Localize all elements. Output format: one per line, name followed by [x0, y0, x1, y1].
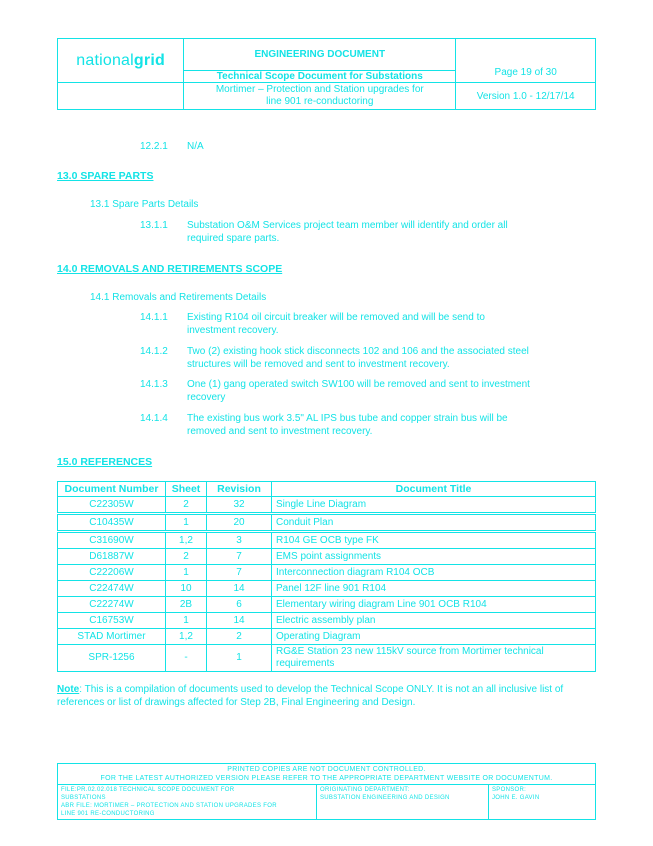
footer-department-value: SUBSTATION ENGINEERING AND DESIGN	[320, 795, 450, 801]
subsection-heading-13-1: 13.1 Spare Parts Details	[90, 199, 199, 210]
page-number: Page 19 of 30	[456, 39, 596, 83]
item-text-line: removed and sent to investment recovery.	[187, 425, 373, 437]
cell-document-number: C22305W	[58, 497, 166, 514]
document-header	[57, 38, 596, 110]
cell-sheet: -	[166, 645, 207, 672]
footer-banner-line2: FOR THE LATEST AUTHORIZED VERSION PLEASE REFER TO THE APPROPRIATE DEPARTMENT WEBSITE OR DOCUMENTUM.	[100, 775, 553, 782]
table-row	[58, 497, 596, 514]
footer-banner-line1: PRINTED COPIES ARE NOT DOCUMENT CONTROLLED.	[227, 766, 426, 773]
table-row	[58, 613, 596, 629]
cell-document-title: R104 GE OCB type FK	[272, 532, 596, 549]
section-heading-13: 13.0 SPARE PARTS	[57, 170, 154, 182]
column-header-document-title: Document Title	[272, 482, 596, 497]
project-title	[184, 83, 456, 110]
item-text-line: Substation O&M Services project team member will identify and order all	[187, 220, 508, 231]
logo-bold-text: grid	[133, 51, 165, 69]
footer-file-line: FILE:PR.02.02.018 TECHNICAL SCOPE DOCUMENT FOR	[61, 787, 235, 793]
table-row	[58, 597, 596, 613]
logo-light-text: national	[76, 51, 134, 69]
item-text-14-1-3	[187, 379, 589, 404]
section-heading-15: 15.0 REFERENCES	[57, 456, 153, 468]
cell-sheet: 2B	[166, 597, 207, 613]
cell-revision: 32	[207, 497, 272, 514]
item-number-14-1-4: 14.1.4	[140, 413, 168, 424]
cell-document-number: C22206W	[58, 565, 166, 581]
project-title-line1: Mortimer – Protection and Station upgrades for	[215, 84, 424, 95]
item-text-line: One (1) gang operated switch SW100 will be removed and sent to investment	[187, 379, 530, 390]
table-row	[58, 645, 596, 672]
item-text-14-1-1	[187, 312, 589, 337]
item-text-line: recovery	[187, 391, 226, 403]
cell-sheet: 2	[166, 549, 207, 565]
item-number-13-1-1: 13.1.1	[140, 220, 168, 231]
cell-document-number: C16753W	[58, 613, 166, 629]
footer-department-label: ORIGINATING DEPARTMENT:	[320, 787, 410, 793]
references-table-body	[58, 497, 596, 672]
item-text-line: required spare parts.	[187, 232, 280, 244]
item-text-13-1-1	[187, 220, 589, 245]
table-row	[58, 629, 596, 645]
cell-document-title: Conduit Plan	[272, 514, 596, 532]
item-text-line: investment recovery.	[187, 324, 279, 336]
item-number-14-1-1: 14.1.1	[140, 312, 168, 323]
item-text-line: Existing R104 oil circuit breaker will be removed and will be send to	[187, 312, 485, 323]
note-label: Note	[57, 684, 80, 695]
section-heading-14: 14.0 REMOVALS AND RETIREMENTS SCOPE	[57, 263, 283, 275]
cell-document-title: Electric assembly plan	[272, 613, 596, 629]
footer-sponsor-label: SPONSOR:	[492, 787, 527, 793]
cell-document-number: C22474W	[58, 581, 166, 597]
cell-revision: 7	[207, 549, 272, 565]
cell-document-title: Single Line Diagram	[272, 497, 596, 514]
item-text-line: structures will be removed and sent to investment recovery.	[187, 358, 450, 370]
footer-sponsor	[489, 785, 596, 820]
table-row	[58, 549, 596, 565]
cell-revision: 3	[207, 532, 272, 549]
cell-sheet: 1	[166, 514, 207, 532]
item-text-14-1-2	[187, 346, 589, 371]
column-header-revision: Revision	[207, 482, 272, 497]
cell-sheet: 10	[166, 581, 207, 597]
column-header-sheet: Sheet	[166, 482, 207, 497]
cell-document-title: Elementary wiring diagram Line 901 OCB R104	[272, 597, 596, 613]
footer-file-info	[58, 785, 317, 820]
item-text-line: Two (2) existing hook stick disconnects 102 and 106 and the associated steel	[187, 346, 529, 357]
cell-document-title: EMS point assignments	[272, 549, 596, 565]
references-table	[57, 481, 596, 672]
project-title-line2: line 901 re-conductoring	[266, 96, 374, 107]
cell-sheet: 2	[166, 497, 207, 514]
item-number-14-1-2: 14.1.2	[140, 346, 168, 357]
cell-revision: 1	[207, 645, 272, 672]
version: Version 1.0 - 12/17/14	[456, 83, 596, 110]
cell-revision: 7	[207, 565, 272, 581]
document-type: ENGINEERING DOCUMENT	[184, 39, 456, 71]
cell-sheet: 1	[166, 565, 207, 581]
cell-document-number: C31690W	[58, 532, 166, 549]
note-text: : This is a compilation of documents used to develop the Technical Scope ONLY. It is not an all inclusive list of references or list of drawings affected for Step 2B, Final Engineering and Design.	[57, 684, 564, 708]
item-number-14-1-3: 14.1.3	[140, 379, 168, 390]
footer-department	[317, 785, 489, 820]
cell-revision: 20	[207, 514, 272, 532]
cell-revision: 14	[207, 613, 272, 629]
item-number-12-2-1: 12.2.1	[140, 141, 168, 152]
references-note	[57, 683, 597, 709]
table-row	[58, 532, 596, 549]
table-row	[58, 565, 596, 581]
item-text-line: The existing bus work 3.5" AL IPS bus tube and copper strain bus will be	[187, 413, 508, 424]
table-row	[58, 581, 596, 597]
table-row	[58, 514, 596, 532]
cell-revision: 2	[207, 629, 272, 645]
cell-document-number: D61887W	[58, 549, 166, 565]
document-footer	[57, 763, 596, 820]
cell-document-number: C22274W	[58, 597, 166, 613]
footer-file-line: ABR FILE: MORTIMER – PROTECTION AND STATION UPGRADES FOR	[61, 803, 277, 809]
cell-document-title: Panel 12F line 901 R104	[272, 581, 596, 597]
cell-sheet: 1,2	[166, 532, 207, 549]
cell-document-number: C10435W	[58, 514, 166, 532]
document-title: Technical Scope Document for Substations	[184, 71, 456, 83]
column-header-document-number: Document Number	[58, 482, 166, 497]
cell-revision: 14	[207, 581, 272, 597]
item-text-12-2-1: N/A	[187, 141, 204, 152]
logo	[58, 39, 184, 83]
cell-document-number: STAD Mortimer	[58, 629, 166, 645]
footer-file-line: LINE 901 RE-CONDUCTORING	[61, 811, 155, 817]
footer-file-line: SUBSTATIONS	[61, 795, 106, 801]
logo-spacer	[58, 83, 184, 110]
cell-document-title: RG&E Station 23 new 115kV source from Mortimer technical requirements	[272, 645, 596, 672]
cell-document-number: SPR-1256	[58, 645, 166, 672]
cell-sheet: 1	[166, 613, 207, 629]
footer-banner	[58, 764, 596, 785]
footer-sponsor-value: JOHN E. GAVIN	[492, 795, 540, 801]
cell-document-title: Interconnection diagram R104 OCB	[272, 565, 596, 581]
cell-revision: 6	[207, 597, 272, 613]
subsection-heading-14-1: 14.1 Removals and Retirements Details	[90, 292, 267, 303]
cell-sheet: 1,2	[166, 629, 207, 645]
item-text-14-1-4	[187, 413, 589, 438]
cell-document-title: Operating Diagram	[272, 629, 596, 645]
